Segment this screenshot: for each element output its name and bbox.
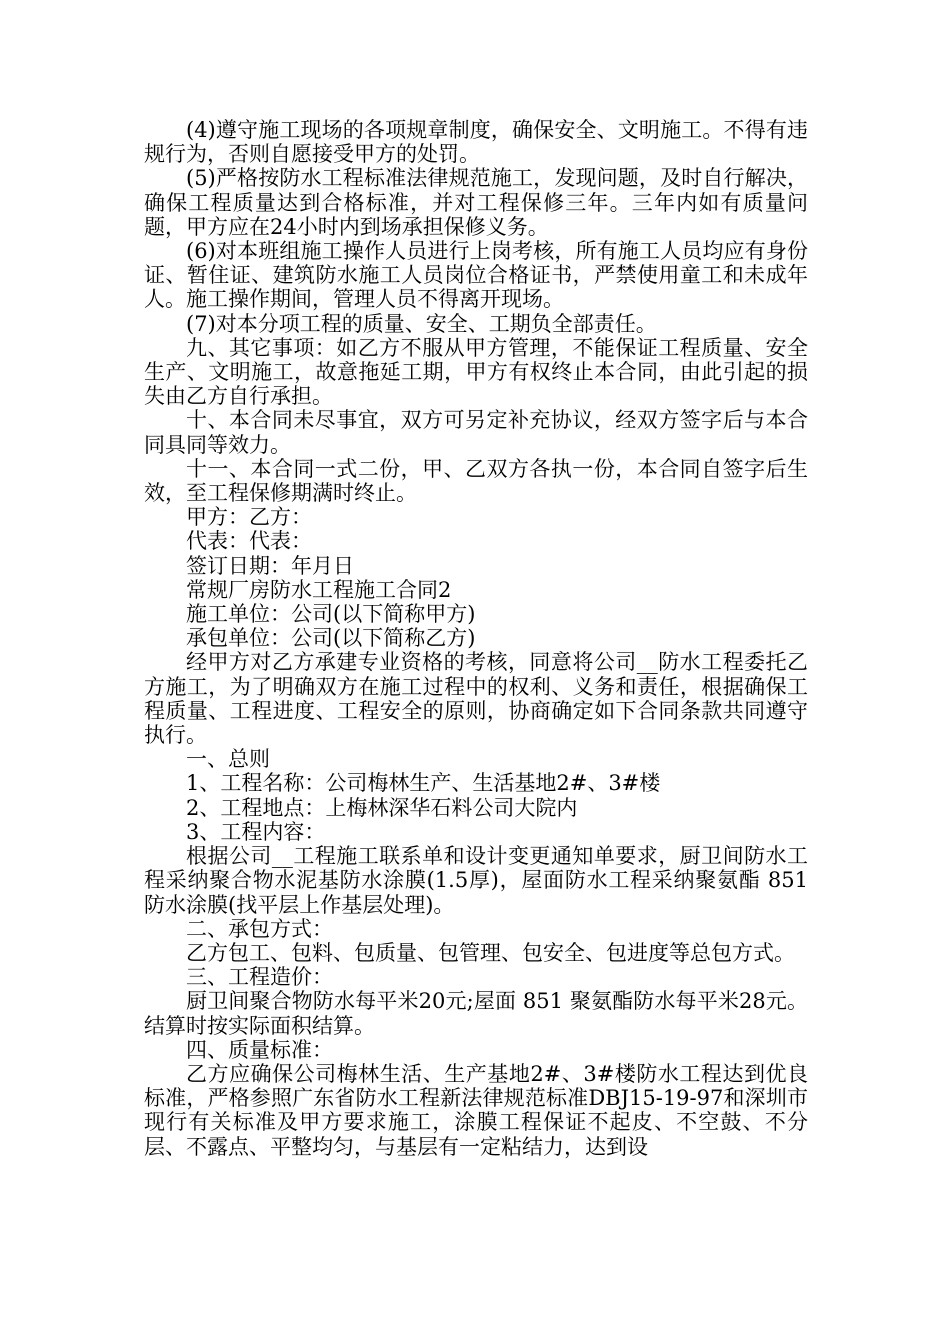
contracting-unit: 承包单位：公司(以下简称乙方) xyxy=(186,626,476,651)
paragraph-clause-6: (6)对本班组施工操作人员进行上岗考核，所有施工人员均应有身份证、暂住证、建筑防水施工人员岗位合格证书，严禁使用童工和未成年人。施工操作期间，管理人员不得离开现场。 xyxy=(144,239,808,312)
project-cost: 厨卫间聚合物防水每平米20元;屋面 851 聚氨酯防水每平米28元。结算时按实际面积结算。 xyxy=(144,989,808,1038)
paragraph-preamble: 经甲方对乙方承建专业资格的考核，同意将公司__防水工程委托乙方施工，为了明确双方在施工过程中的权利、义务和责任，根据确保工程质量、工程进度、工程安全的原则，协商确定如下合同条款共同遵守执行。 xyxy=(144,650,808,748)
contract-2-title: 常规厂房防水工程施工合同2 xyxy=(186,577,452,602)
project-content: 根据公司__工程施工联系单和设计变更通知单要求，厨卫间防水工程采纳聚合物水泥基防水涂膜(1.5厚)，屋面防水工程采纳聚氨酯 851 防水涂膜(找平层上作基层处理)。 xyxy=(144,844,815,917)
paragraph-section-10: 十、本合同未尽事宜，双方可另定补充协议，经双方签字后与本合同具同等效力。 xyxy=(144,408,808,457)
heading-quality-standard: 四、质量标准： xyxy=(186,1037,333,1062)
contract-method: 乙方包工、包料、包质量、包管理、包安全、包进度等总包方式。 xyxy=(186,940,795,965)
project-name: 1、工程名称：公司梅林生产、生活基地2#、3#楼 xyxy=(186,771,661,796)
paragraph-clause-7: (7)对本分项工程的质量、安全、工期负全部责任。 xyxy=(186,311,657,336)
paragraph-section-11: 十一、本合同一式二份，甲、乙双方各执一份，本合同自签字后生效，至工程保修期满时终止。 xyxy=(144,456,808,506)
quality-standard: 乙方应确保公司梅林生活、生产基地2#、3#楼防水工程达到优良标准，严格参照广东省防水工程新法律规范标准DBJ15-19-97和深圳市现行有关标准及甲方要求施工，涂膜工程保证不起皮、不空鼓、不分层、不露点、平整均匀，与基层有一定粘结力，达到设 xyxy=(144,1061,808,1159)
signing-date: 签订日期：年月日 xyxy=(186,553,354,578)
construction-unit: 施工单位：公司(以下简称甲方) xyxy=(186,602,476,627)
document-page xyxy=(144,118,815,1159)
heading-project-cost: 三、工程造价： xyxy=(186,965,333,990)
paragraph-clause-5: (5)严格按防水工程标准法律规范施工，发现问题，及时自行解决，确保工程质量达到合格标准，并对工程保修三年。三年内如有质量问题，甲方应在24小时内到场承担保修义务。 xyxy=(144,166,808,239)
signature-parties: 甲方：乙方： xyxy=(186,505,312,530)
paragraph-clause-4: (4)遵守施工现场的各项规章制度，确保安全、文明施工。不得有违规行为，否则自愿接受甲方的处罚。 xyxy=(144,118,808,167)
paragraph-section-9: 九、其它事项：如乙方不服从甲方管理，不能保证工程质量、安全生产、文明施工，故意拖延工期，甲方有权终止本合同，由此引起的损失由乙方自行承担。 xyxy=(144,335,808,409)
heading-contract-method: 二、承包方式： xyxy=(186,916,333,941)
heading-general: 一、总则 xyxy=(186,747,270,772)
project-location: 2、工程地点：上梅林深华石料公司大院内 xyxy=(186,795,578,820)
signature-representatives: 代表：代表： xyxy=(186,529,312,554)
project-content-heading: 3、工程内容： xyxy=(186,819,326,844)
